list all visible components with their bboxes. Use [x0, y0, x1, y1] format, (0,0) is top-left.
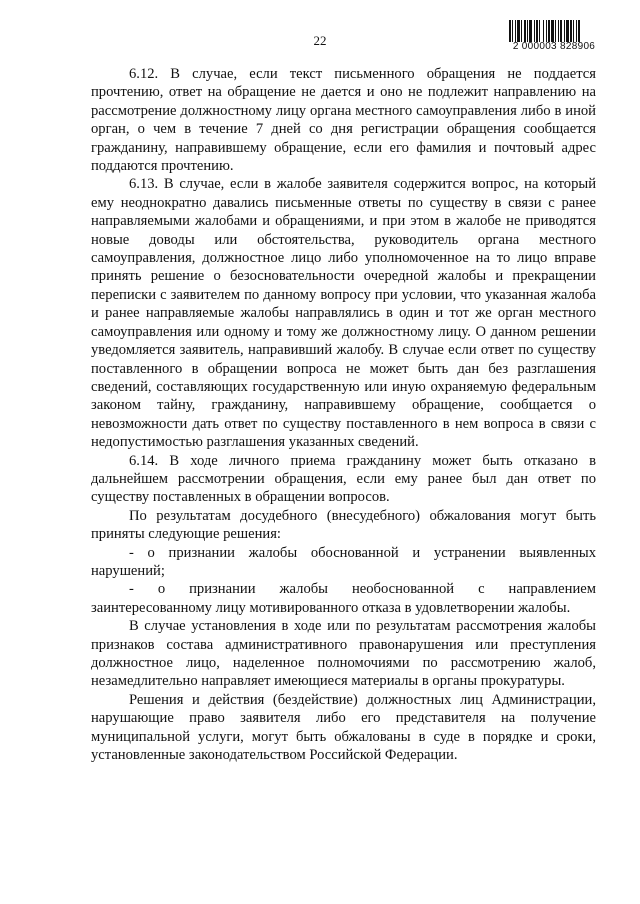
- barcode-bar: [512, 20, 513, 42]
- barcode-bar: [573, 20, 574, 42]
- barcode-bar: [517, 20, 520, 42]
- barcode-bars: [508, 20, 600, 42]
- barcode-bar: [543, 20, 544, 42]
- list-item-unjustified: - о признании жалобы необоснованной с направлением заинтересованному лицу мотивированного отказа в удовлетворении жалобы.: [91, 581, 596, 616]
- barcode-bar: [551, 20, 554, 42]
- barcode-bar: [560, 20, 562, 42]
- paragraph-court-appeal: Решения и действия (бездействие) должностных лиц Администрации, нарушающие право заявителя либо его представителя на получение муниципальной услуги, могут быть обжалованы в суде в порядке и сроки, установленные законодательством Российской Федерации.: [91, 691, 596, 764]
- barcode-bar: [548, 20, 550, 42]
- barcode-bar: [558, 20, 559, 42]
- barcode-bar: [515, 20, 516, 42]
- list-item-justified: - о признании жалобы обоснованной и устранении выявленных нарушений;: [91, 544, 596, 579]
- paragraph-6-14: 6.14. В ходе личного приема гражданину может быть отказано в дальнейшем рассмотрении обращения, если ему ранее был дан ответ по существу поставленных в обращении вопросов.: [91, 452, 596, 506]
- barcode-bar: [570, 20, 572, 42]
- barcode-bar: [536, 20, 538, 42]
- paragraph-prosecution: В случае установления в ходе или по результатам рассмотрения жалобы признаков состава административного правонарушения или преступления должностное лицо, наделенное полномочиями по рассмотрению жалоб, незамедлительно направляет имеющиеся материалы в органы прокуратуры.: [91, 618, 596, 690]
- barcode-bar: [524, 20, 526, 42]
- barcode-bar: [527, 20, 528, 42]
- page-number: 22: [313, 33, 327, 48]
- barcode-bar: [539, 20, 540, 42]
- barcode-bar: [546, 20, 547, 42]
- barcode-bar: [509, 20, 511, 42]
- paragraph-6-12: 6.12. В случае, если текст письменного обращения не поддается прочтению, ответ на обращение не дается и оно не подлежит направлению на рассмотрение должностному лицу органа местного самоуправления либо в иной орган, о чем в течение 7 дней со дня регистрации обращения сообщается гражданину, направившему обращение, если его фамилия и почтовый адрес поддаются прочтению.: [91, 66, 596, 175]
- paragraph-appeal-results: По результатам досудебного (внесудебного) обжалования могут быть приняты следующие решения:: [91, 507, 596, 543]
- barcode-bar: [578, 20, 580, 42]
- barcode-bar: [529, 20, 532, 42]
- barcode-number: 2 000003 828906: [512, 41, 596, 52]
- barcode-bar: [564, 20, 565, 42]
- barcode-bar: [555, 20, 556, 42]
- document-body: [91, 65, 596, 764]
- barcode-bar: [576, 20, 577, 42]
- barcode-bar: [566, 20, 569, 42]
- barcode-bar: [534, 20, 535, 42]
- paragraph-6-13: 6.13. В случае, если в жалобе заявителя содержится вопрос, на который ему неоднократно давались письменные ответы по существу в связи с ранее направляемыми жалобами и обращениями, и при этом в жалобе не приводятся новые доводы или обстоятельства, руководитель органа местного самоуправления, должностное лицо либо уполномоченное на то лицо вправе принять решение о безосновательности очередной жалобы и прекращении переписки с заявителем по данному вопросу при условии, что указанная жалоба и ранее направляемые жалобы направлялись в один и тот же орган местного самоуправления или одному и тому же должностному лицу. О данном решении уведомляется заявитель, направивший жалобу. В случае если ответ по существу поставленного в обращении вопроса не может быть дан без разглашения сведений, составляющих государственную или иную охраняемую федеральным законом тайну, гражданину, направившему обращение, сообщается о невозможности дать ответ по существу поставленного в нем вопроса в связи с недопустимостью разглашения указанных сведений.: [91, 176, 596, 451]
- barcode-bar: [521, 20, 522, 42]
- barcode: [508, 20, 600, 52]
